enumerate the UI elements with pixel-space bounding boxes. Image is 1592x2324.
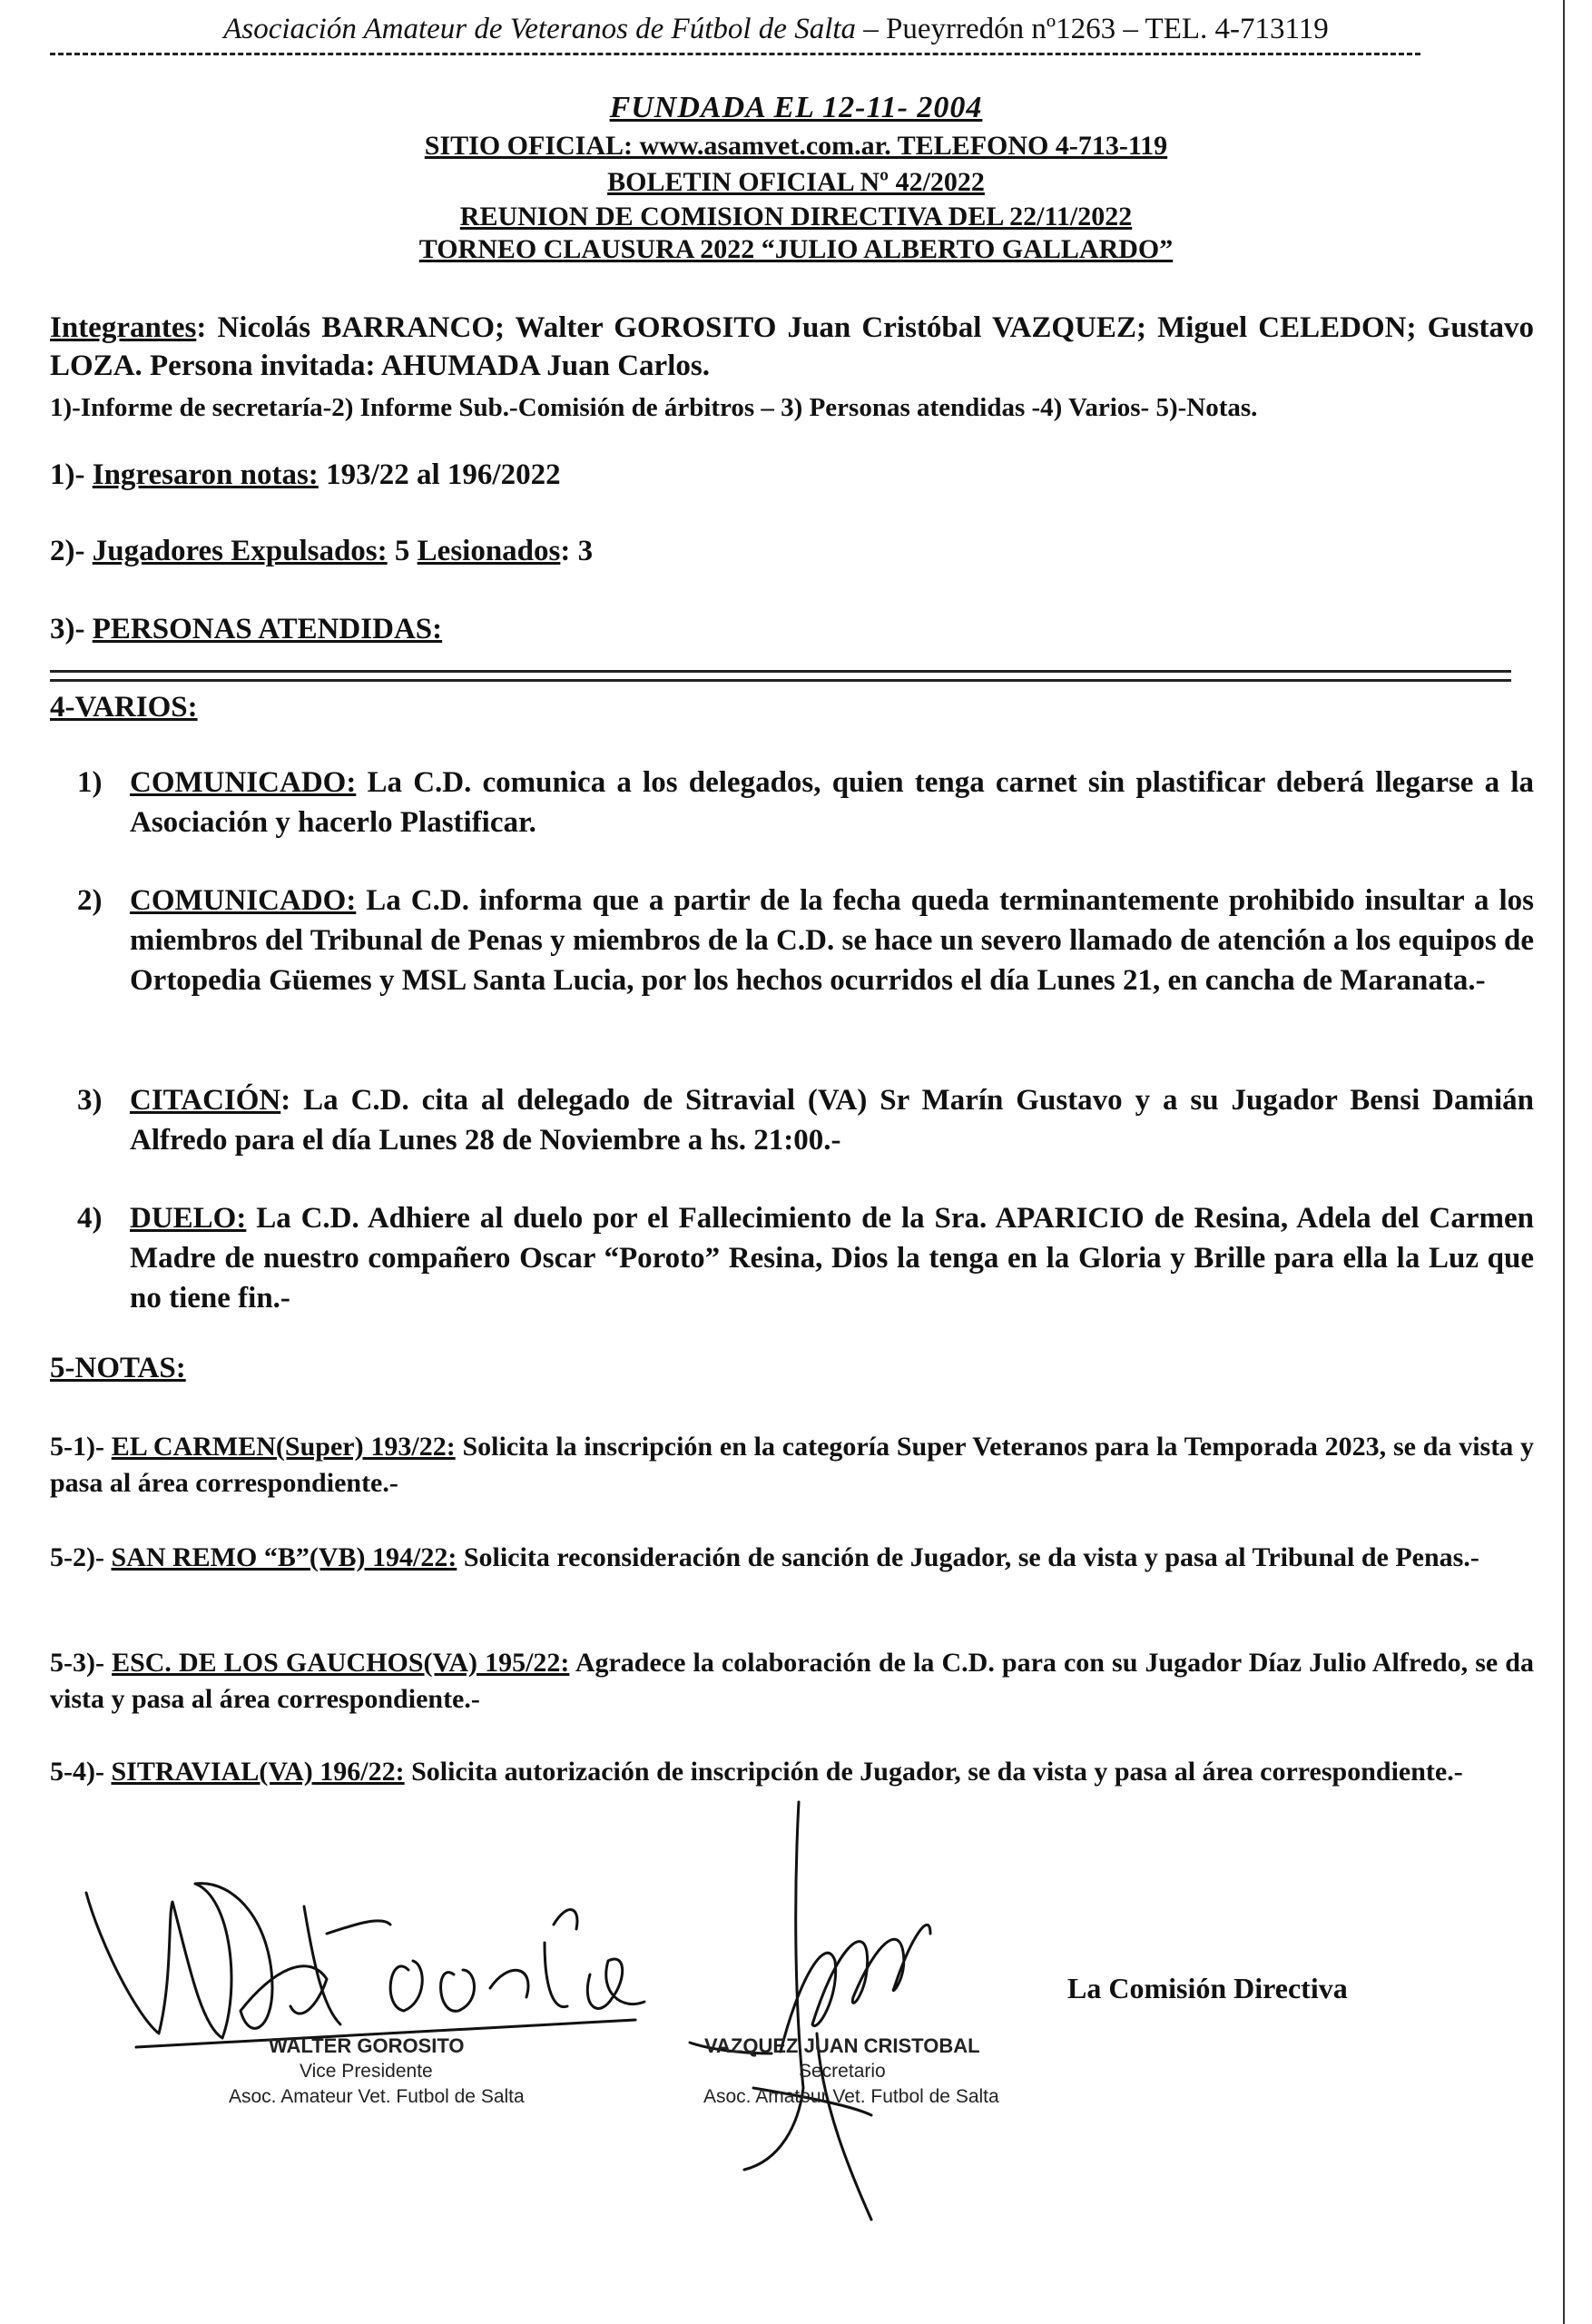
expelled-value: 5 bbox=[387, 535, 418, 567]
left-signatory-name: WALTER GOROSITO bbox=[269, 2034, 465, 2057]
section-varios-heading bbox=[50, 688, 1534, 726]
note-number: 5-1)- bbox=[50, 1432, 112, 1462]
note-text: Solicita autorización de inscripción de Jugador, se da vista y pasa al área correspondiente.- bbox=[404, 1757, 1463, 1787]
note-item bbox=[50, 1645, 1534, 1718]
right-signatory-org: Asoc. Amateur Vet. Futbol de Salta bbox=[703, 2086, 999, 2107]
letterhead-address: – Pueyrredón nº1263 – TEL. 4-713119 bbox=[856, 13, 1329, 45]
left-signatory-org: Asoc. Amateur Vet. Futbol de Salta bbox=[229, 2086, 525, 2107]
tournament-line: TORNEO CLAUSURA 2022 “JULIO ALBERTO GALLARDO” bbox=[418, 234, 1174, 264]
members-text: : Nicolás BARRANCO; Walter GOROSITO Juan Cristóbal VAZQUEZ; Miguel CELEDON; Gustavo LOZA. Persona invitada: AHUMADA Juan Carlos. bbox=[50, 311, 1534, 382]
varios-item bbox=[77, 763, 1534, 842]
section-label: 4-VARIOS: bbox=[50, 691, 198, 724]
note-label: SAN REMO “B”(VB) 194/22: bbox=[111, 1542, 457, 1572]
item-number: 2) bbox=[77, 884, 103, 917]
meeting-line: REUNION DE COMISION DIRECTIVA DEL 22/11/2022 bbox=[459, 202, 1133, 231]
section-number: 2)- bbox=[50, 535, 93, 567]
left-signatory-role: Vice Presidente bbox=[300, 2061, 433, 2082]
bulletin-number: BOLETIN OFICIAL Nº 42/2022 bbox=[607, 167, 985, 197]
section-notas-heading bbox=[50, 1349, 1534, 1387]
item-text: : La C.D. cita al delegado de Sitravial (VA) Sr Marín Gustavo y a su Jugador Bensi Damián Alfredo para el día Lunes 28 de Noviembre a hs. 21:00.- bbox=[130, 1084, 1534, 1157]
note-number: 5-4)- bbox=[50, 1757, 112, 1787]
letterhead bbox=[50, 13, 1502, 46]
varios-item bbox=[77, 1198, 1534, 1318]
note-text: Solicita la inscripción en la categoría Super Veteranos para la Temporada 2023, se da vista y pasa al área correspondiente.- bbox=[50, 1432, 1534, 1498]
section-persons-attended bbox=[50, 610, 1534, 648]
double-rule bbox=[50, 670, 1511, 682]
left-signature-stroke bbox=[86, 1884, 644, 2047]
section-label: Ingresaron notas: bbox=[92, 458, 319, 491]
right-signatory-name: VAZQUEZ JUAN CRISTOBAL bbox=[704, 2034, 980, 2057]
item-text: La C.D. informa que a partir de la fecha queda terminantemente prohibido insultar a los miembros del Tribunal de Penas y miembros de la C.D. se hace un severo llamado de atención a los equipos de Ortopedia Güemes y MSL Santa Lucia, por los hechos ocurridos el día Lunes 21, en cancha de Maranata.- bbox=[130, 884, 1534, 997]
item-label: COMUNICADO: bbox=[130, 884, 357, 917]
founded-line: FUNDADA EL 12-11- 2004 bbox=[609, 91, 983, 124]
section-label: 5-NOTAS: bbox=[50, 1352, 186, 1384]
note-item bbox=[50, 1540, 1534, 1576]
note-label: EL CARMEN(Super) 193/22: bbox=[111, 1432, 456, 1462]
varios-item bbox=[77, 1080, 1534, 1160]
item-label: CITACIÓN bbox=[130, 1084, 281, 1117]
item-number: 1) bbox=[77, 766, 103, 799]
letterhead-divider bbox=[50, 53, 1420, 55]
note-text: Solicita reconsideración de sanción de Jugador, se da vista y pasa al Tribunal de Penas.- bbox=[457, 1542, 1479, 1572]
right-signature-stroke bbox=[690, 1802, 930, 2220]
note-item bbox=[50, 1754, 1534, 1790]
note-label: SITRAVIAL(VA) 196/22: bbox=[111, 1757, 405, 1787]
injured-value: : 3 bbox=[560, 535, 594, 567]
closing-signature-label: La Comisión Directiva bbox=[1067, 1972, 1348, 2004]
section-label: PERSONAS ATENDIDAS: bbox=[92, 613, 443, 645]
item-number: 3) bbox=[77, 1084, 103, 1117]
margin-rule bbox=[1563, 0, 1565, 2324]
right-signatory-role: Secretario bbox=[799, 2061, 886, 2082]
note-item bbox=[50, 1429, 1534, 1502]
injured-label: Lesionados bbox=[417, 535, 561, 567]
item-text: La C.D. comunica a los delegados, quien tenga carnet sin plastificar deberá llegarse a la Asociación y hacerlo Plastificar. bbox=[130, 766, 1534, 839]
expelled-label: Jugadores Expulsados: bbox=[92, 535, 388, 567]
item-label: COMUNICADO: bbox=[130, 766, 357, 799]
section-number: 1)- bbox=[50, 458, 93, 491]
official-site-line: SITIO OFICIAL: www.asamvet.com.ar. TELEFONO 4-713-119 bbox=[424, 131, 1168, 161]
item-text: La C.D. Adhiere al duelo por el Fallecimiento de la Sra. APARICIO de Resina, Adela del Carmen Madre de nuestro compañero Oscar “Poroto” Resina, Dios la tenga en la Gloria y Brille para ella la Luz que no tiene fin.- bbox=[130, 1202, 1534, 1315]
note-number: 5-3)- bbox=[50, 1648, 113, 1678]
letterhead-org: Asociación Amateur de Veteranos de Fútbol de Salta bbox=[223, 13, 857, 45]
section-notes-received bbox=[50, 456, 1534, 494]
members-paragraph bbox=[50, 309, 1534, 385]
section-players bbox=[50, 532, 1534, 570]
members-label: Integrantes bbox=[50, 311, 197, 344]
section-number: 3)- bbox=[50, 613, 93, 645]
note-label: ESC. DE LOS GAUCHOS(VA) 195/22: bbox=[112, 1648, 570, 1678]
agenda-line: 1)-Informe de secretaría-2) Informe Sub.-Comisión de árbitros – 3) Personas atendidas -4) Varios- 5)-Notas. bbox=[50, 393, 1258, 422]
varios-item bbox=[77, 881, 1534, 1000]
item-label: DUELO: bbox=[130, 1202, 247, 1235]
note-number: 5-2)- bbox=[50, 1542, 112, 1572]
note-text: Agradece la colaboración de la C.D. para con su Jugador Díaz Julio Alfredo, se da vista y pasa al área correspondiente.- bbox=[50, 1648, 1534, 1714]
item-number: 4) bbox=[77, 1202, 103, 1235]
section-value: 193/22 al 196/2022 bbox=[318, 458, 561, 491]
